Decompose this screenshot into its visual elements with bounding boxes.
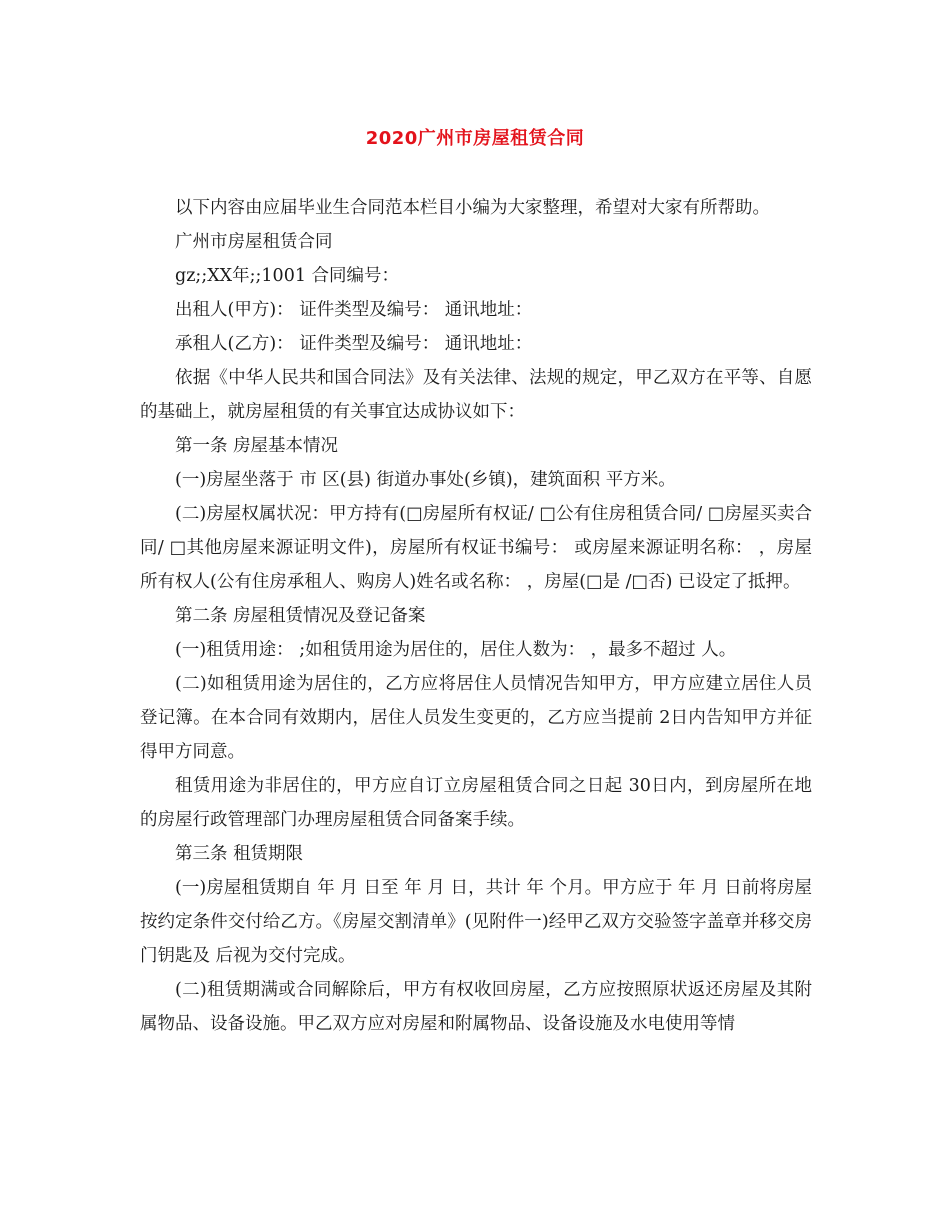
lessee-line: 承租人(乙方)： 证件类型及编号： 通讯地址： [175, 334, 533, 354]
article-3-heading: 第三条 租赁期限 [175, 844, 304, 864]
article-2-clause-1: (一)租赁用途： ;如租赁用途为居住的，居住人数为： ，最多不超过 人。 [175, 640, 737, 660]
article-2-filing-paragraph: 租赁用途为非居住的，甲方应自订立房屋租赁合同之日起 30日内，到房屋所在地的房屋行政管理部门办理房屋租赁合同备案手续。 [140, 776, 812, 830]
article-1-heading: 第一条 房屋基本情况 [175, 436, 339, 456]
article-1-clause-1: (一)房屋坐落于 市 区(县) 街道办事处(乡镇)，建筑面积 平方米。 [175, 470, 676, 490]
legal-basis-paragraph: 依据《中华人民共和国合同法》及有关法律、法规的规定，甲乙双方在平等、自愿的基础上，就房屋租赁的有关事宜达成协议如下： [140, 368, 812, 422]
contract-number-line: gz;;XX年;;1001 合同编号： [175, 266, 400, 286]
lessor-line: 出租人(甲方)： 证件类型及编号： 通讯地址： [175, 300, 533, 320]
article-3-clause-2: (二)租赁期满或合同解除后，甲方有权收回房屋，乙方应按照原状返还房屋及其附属物品、设备设施。甲乙双方应对房屋和附属物品、设备设施及水电使用等情 [140, 980, 812, 1034]
document-body [140, 191, 812, 1041]
article-2-clause-2: (二)如租赁用途为居住的，乙方应将居住人员情况告知甲方，甲方应建立居住人员登记簿。在本合同有效期内，居住人员发生变更的，乙方应当提前 2日内告知甲方并征得甲方同意。 [140, 674, 812, 762]
intro-paragraph: 以下内容由应届毕业生合同范本栏目小编为大家整理，希望对大家有所帮助。 [175, 198, 770, 218]
article-1-clause-2: (二)房屋权属状况：甲方持有(□房屋所有权证/ □公有住房租赁合同/ □房屋买卖合同/ □其他房屋来源证明文件)，房屋所有权证书编号： 或房屋来源证明名称： ，房屋所有权人(公有住房承租人、购房人)姓名或名称： ，房屋(□是 /□否) 已设定了抵押。 [140, 504, 812, 592]
article-3-clause-1: (一)房屋租赁期自 年 月 日至 年 月 日，共计 年 个月。甲方应于 年 月 日前将房屋按约定条件交付给乙方。《房屋交割清单》(见附件一)经甲乙双方交验签字盖章并移交房门钥匙及 后视为交付完成。 [140, 878, 812, 966]
contract-name: 广州市房屋租赁合同 [175, 232, 333, 252]
article-2-heading: 第二条 房屋租赁情况及登记备案 [175, 606, 426, 626]
document-title: 2020广州市房屋租赁合同 [365, 128, 585, 149]
